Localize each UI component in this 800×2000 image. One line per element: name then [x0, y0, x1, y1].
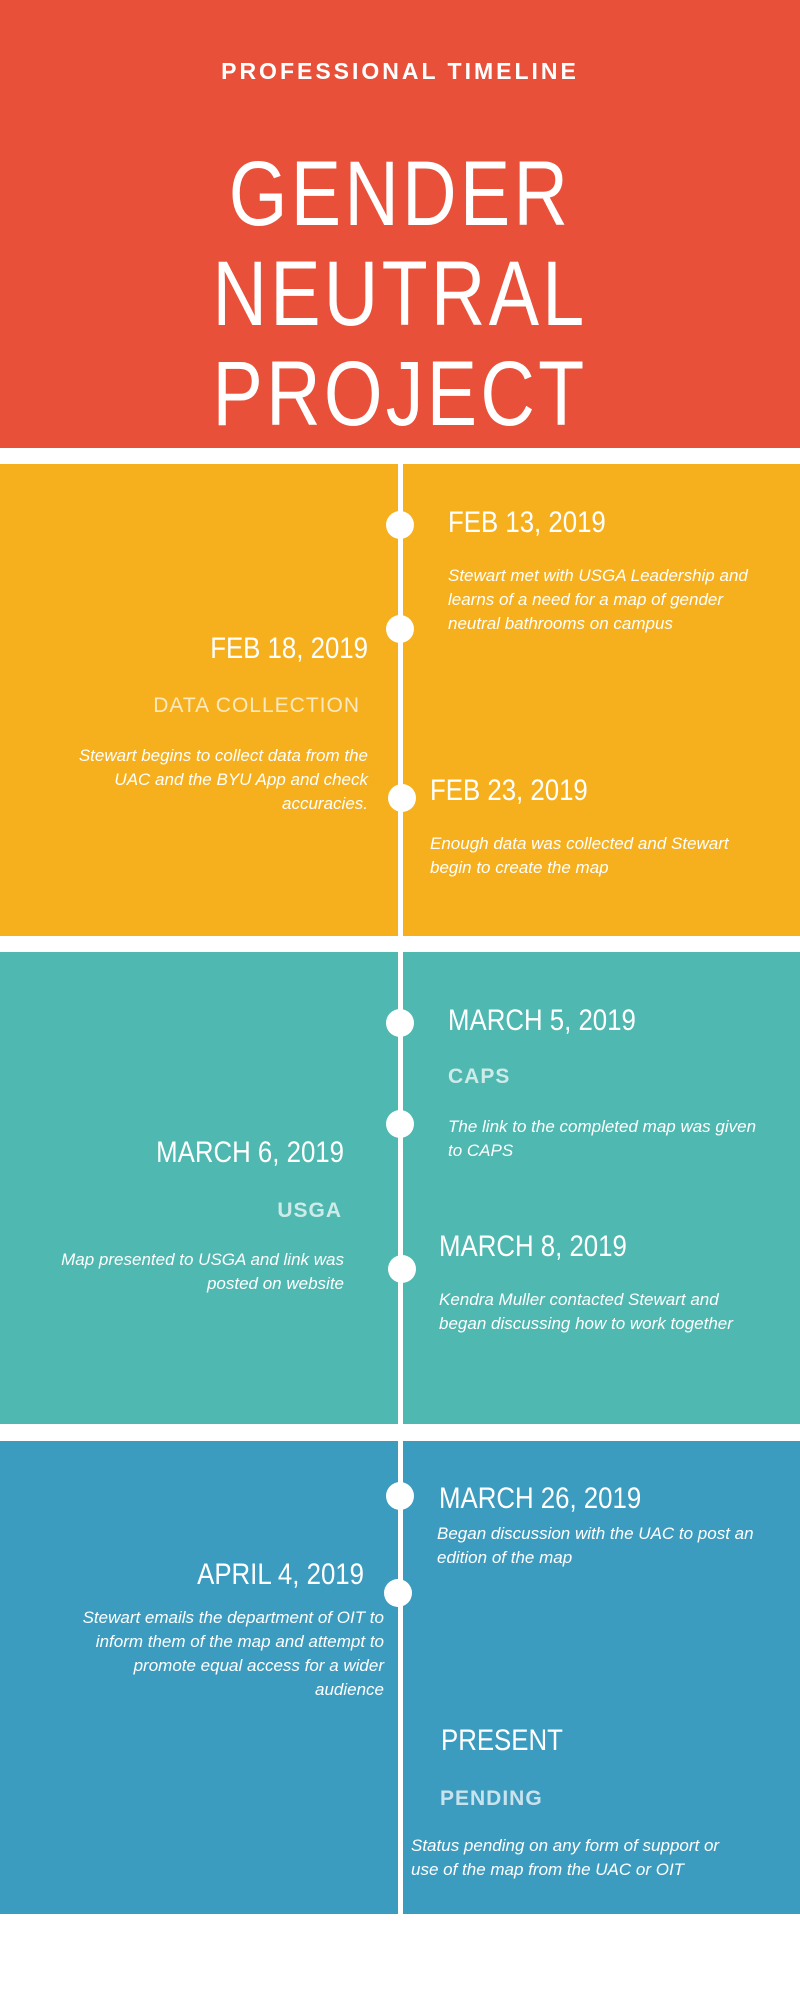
timeline-dot — [386, 1009, 414, 1037]
timeline-dot — [388, 1255, 416, 1283]
timeline-dot — [386, 511, 414, 539]
event-date: MARCH 6, 2019 — [156, 1136, 344, 1169]
event-description: Began discussion with the UAC to post an edition of the map — [437, 1524, 754, 1567]
timeline-dot — [388, 784, 416, 812]
timeline-dot — [386, 615, 414, 643]
event-description: The link to the completed map was given to CAPS — [448, 1117, 757, 1160]
timeline-dot — [384, 1579, 412, 1607]
title-line-2: PROJECT — [212, 343, 588, 445]
event-label: USGA — [277, 1199, 342, 1222]
event-date: MARCH 8, 2019 — [439, 1230, 627, 1263]
event-description: Map presented to USGA and link was posted on website — [61, 1250, 344, 1293]
event-date: FEB 23, 2019 — [430, 774, 588, 807]
timeline-dot — [386, 1110, 414, 1138]
event-date: PRESENT — [441, 1724, 563, 1757]
title-line-1: GENDER NEUTRAL — [212, 143, 588, 345]
page-title — [72, 144, 728, 444]
timeline-dot — [386, 1482, 414, 1510]
event-description: Enough data was collected and Stewart begin to create the map — [430, 834, 729, 877]
event-label: PENDING — [440, 1787, 543, 1810]
event-date: FEB 13, 2019 — [448, 506, 606, 539]
event-date: FEB 18, 2019 — [210, 632, 368, 665]
timeline-line-3 — [398, 1441, 403, 1914]
event-label: CAPS — [448, 1065, 511, 1088]
event-date: APRIL 4, 2019 — [197, 1558, 364, 1591]
event-description: Status pending on any form of support or use of the map from the UAC or OIT — [411, 1836, 720, 1879]
event-description: Stewart begins to collect data from the UAC and the BYU App and check accuracies. — [78, 746, 368, 813]
header-kicker: PROFESSIONAL TIMELINE — [221, 58, 579, 84]
event-description: Kendra Muller contacted Stewart and began discussing how to work together — [439, 1290, 733, 1333]
event-description: Stewart met with USGA Leadership and learns of a need for a map of gender neutral bathrooms on campus — [448, 566, 748, 633]
event-date: MARCH 5, 2019 — [448, 1004, 636, 1037]
event-date: MARCH 26, 2019 — [439, 1482, 642, 1515]
event-label: DATA COLLECTION — [153, 694, 360, 717]
event-description: Stewart emails the department of OIT to inform them of the map and attempt to promote equal access for a wider audience — [82, 1608, 384, 1699]
